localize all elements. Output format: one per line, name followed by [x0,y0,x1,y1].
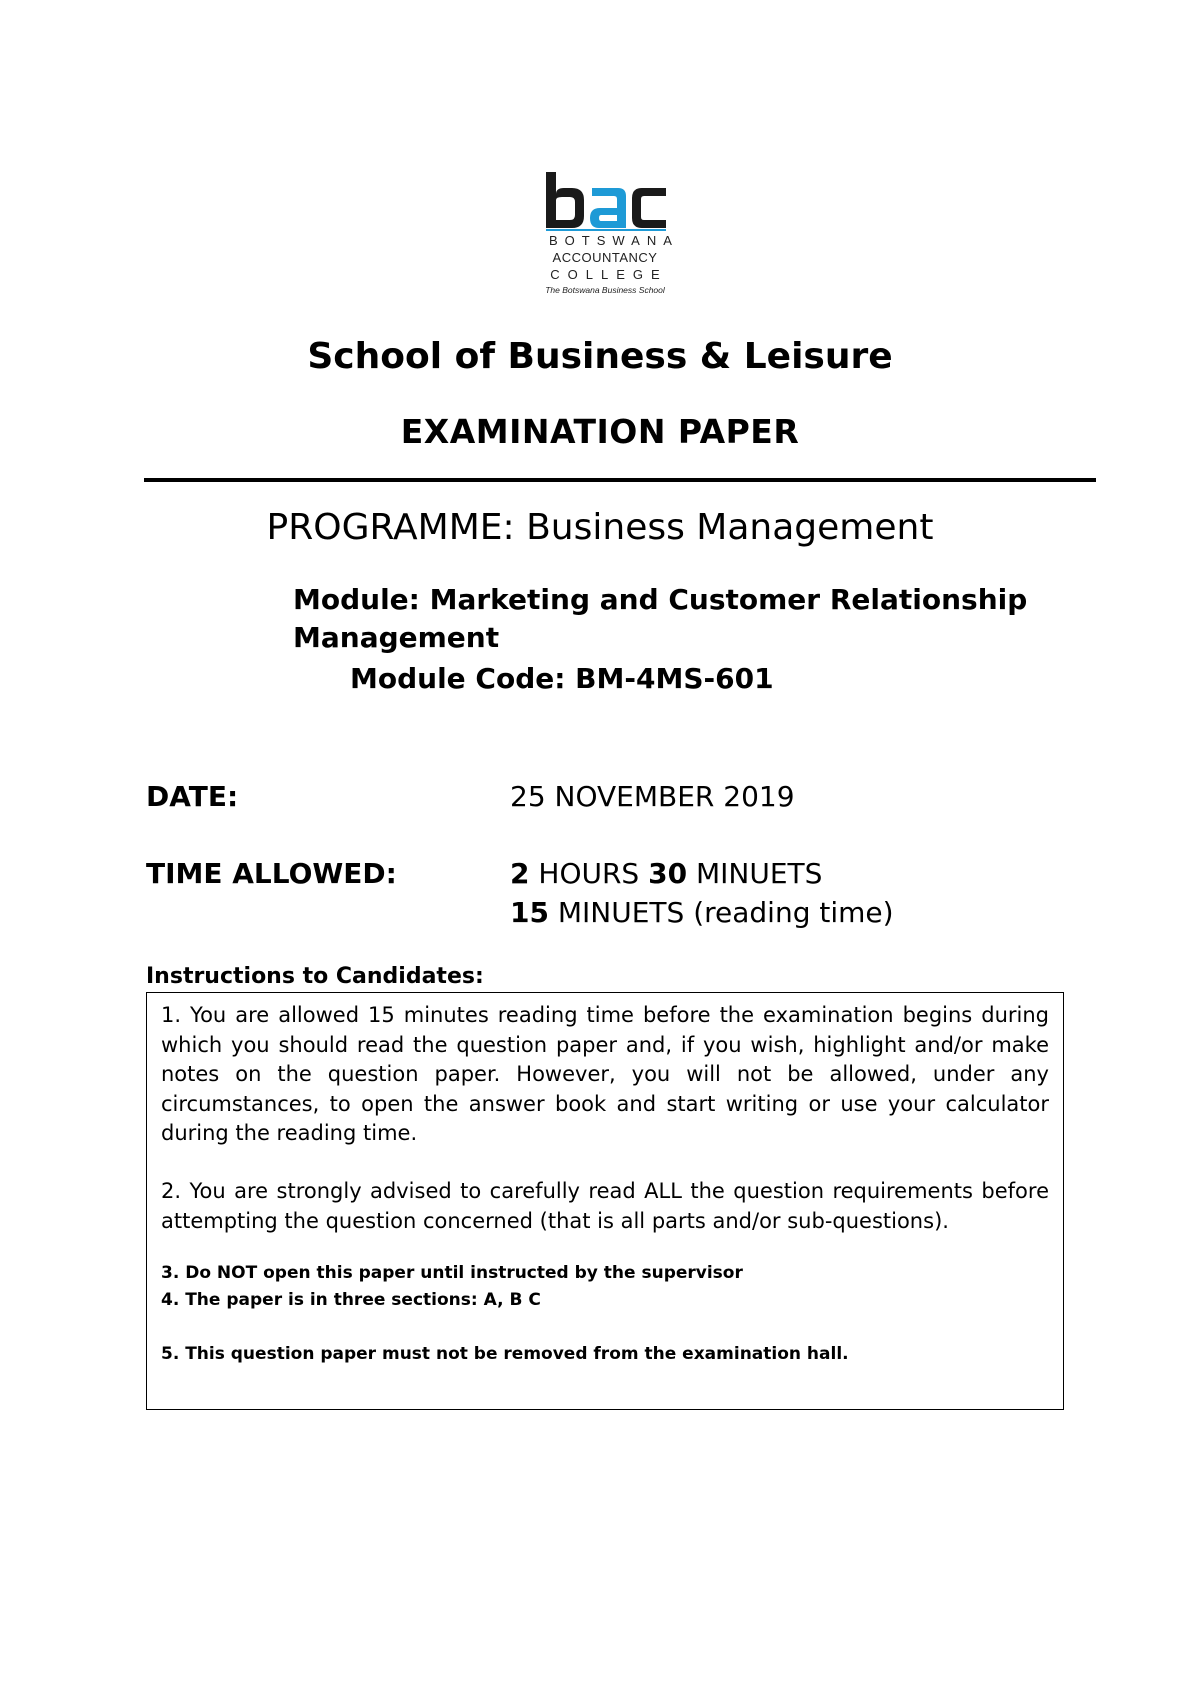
hours-unit: HOURS [529,857,649,890]
hours-value: 2 [510,857,530,890]
programme: PROGRAMME: Business Management [266,507,934,548]
time-allowed-duration [510,855,822,893]
date-value: 25 NOVEMBER 2019 [510,780,795,813]
logo-tagline: The Botswana Business School [545,285,665,295]
time-allowed-label: TIME ALLOWED: [146,857,397,890]
logo-line-college: COLLEGE [550,267,668,282]
logo-line-botswana: BOTSWANA [549,233,679,248]
instruction-item: 4. The paper is in three sections: A, B C [161,1290,541,1310]
school-name: School of Business & Leisure [307,336,893,377]
instruction-item: 5. This question paper must not be removed from the examination hall. [161,1344,849,1364]
module-code: Module Code: BM-4MS-601 [350,662,774,695]
minutes-value: 30 [648,857,688,890]
reading-minutes-value: 15 [510,896,549,929]
minutes-unit: MINUETS [687,857,823,890]
bac-logo-mark [542,170,668,232]
instruction-item: 2. You are strongly advised to carefully read ALL the question requirements before attempting the question concerned (that is all parts and/or sub-questions). [161,1179,1049,1233]
college-logo [520,170,680,300]
instructions-heading: Instructions to Candidates: [146,964,484,989]
reading-minutes-unit: MINUETS (reading time) [548,896,894,929]
instruction-item: 3. Do NOT open this paper until instructed by the supervisor [161,1263,743,1283]
reading-time [510,894,894,932]
module-name: Module: Marketing and Customer Relationship Management [293,583,1028,654]
date-label: DATE: [146,780,239,813]
logo-line-accountancy: ACCOUNTANCY [552,250,658,265]
exam-title: EXAMINATION PAPER [400,412,800,451]
instruction-item: 1. You are allowed 15 minutes reading time before the examination begins during which you should read the question paper and, if you wish, highlight and/or make notes on the question paper. However, you will not be allowed, under any circumstances, to open the answer book and start writing or use your calculator during the reading time. [161,1003,1049,1145]
instructions-box [146,992,1064,1410]
heading-divider [144,478,1096,482]
